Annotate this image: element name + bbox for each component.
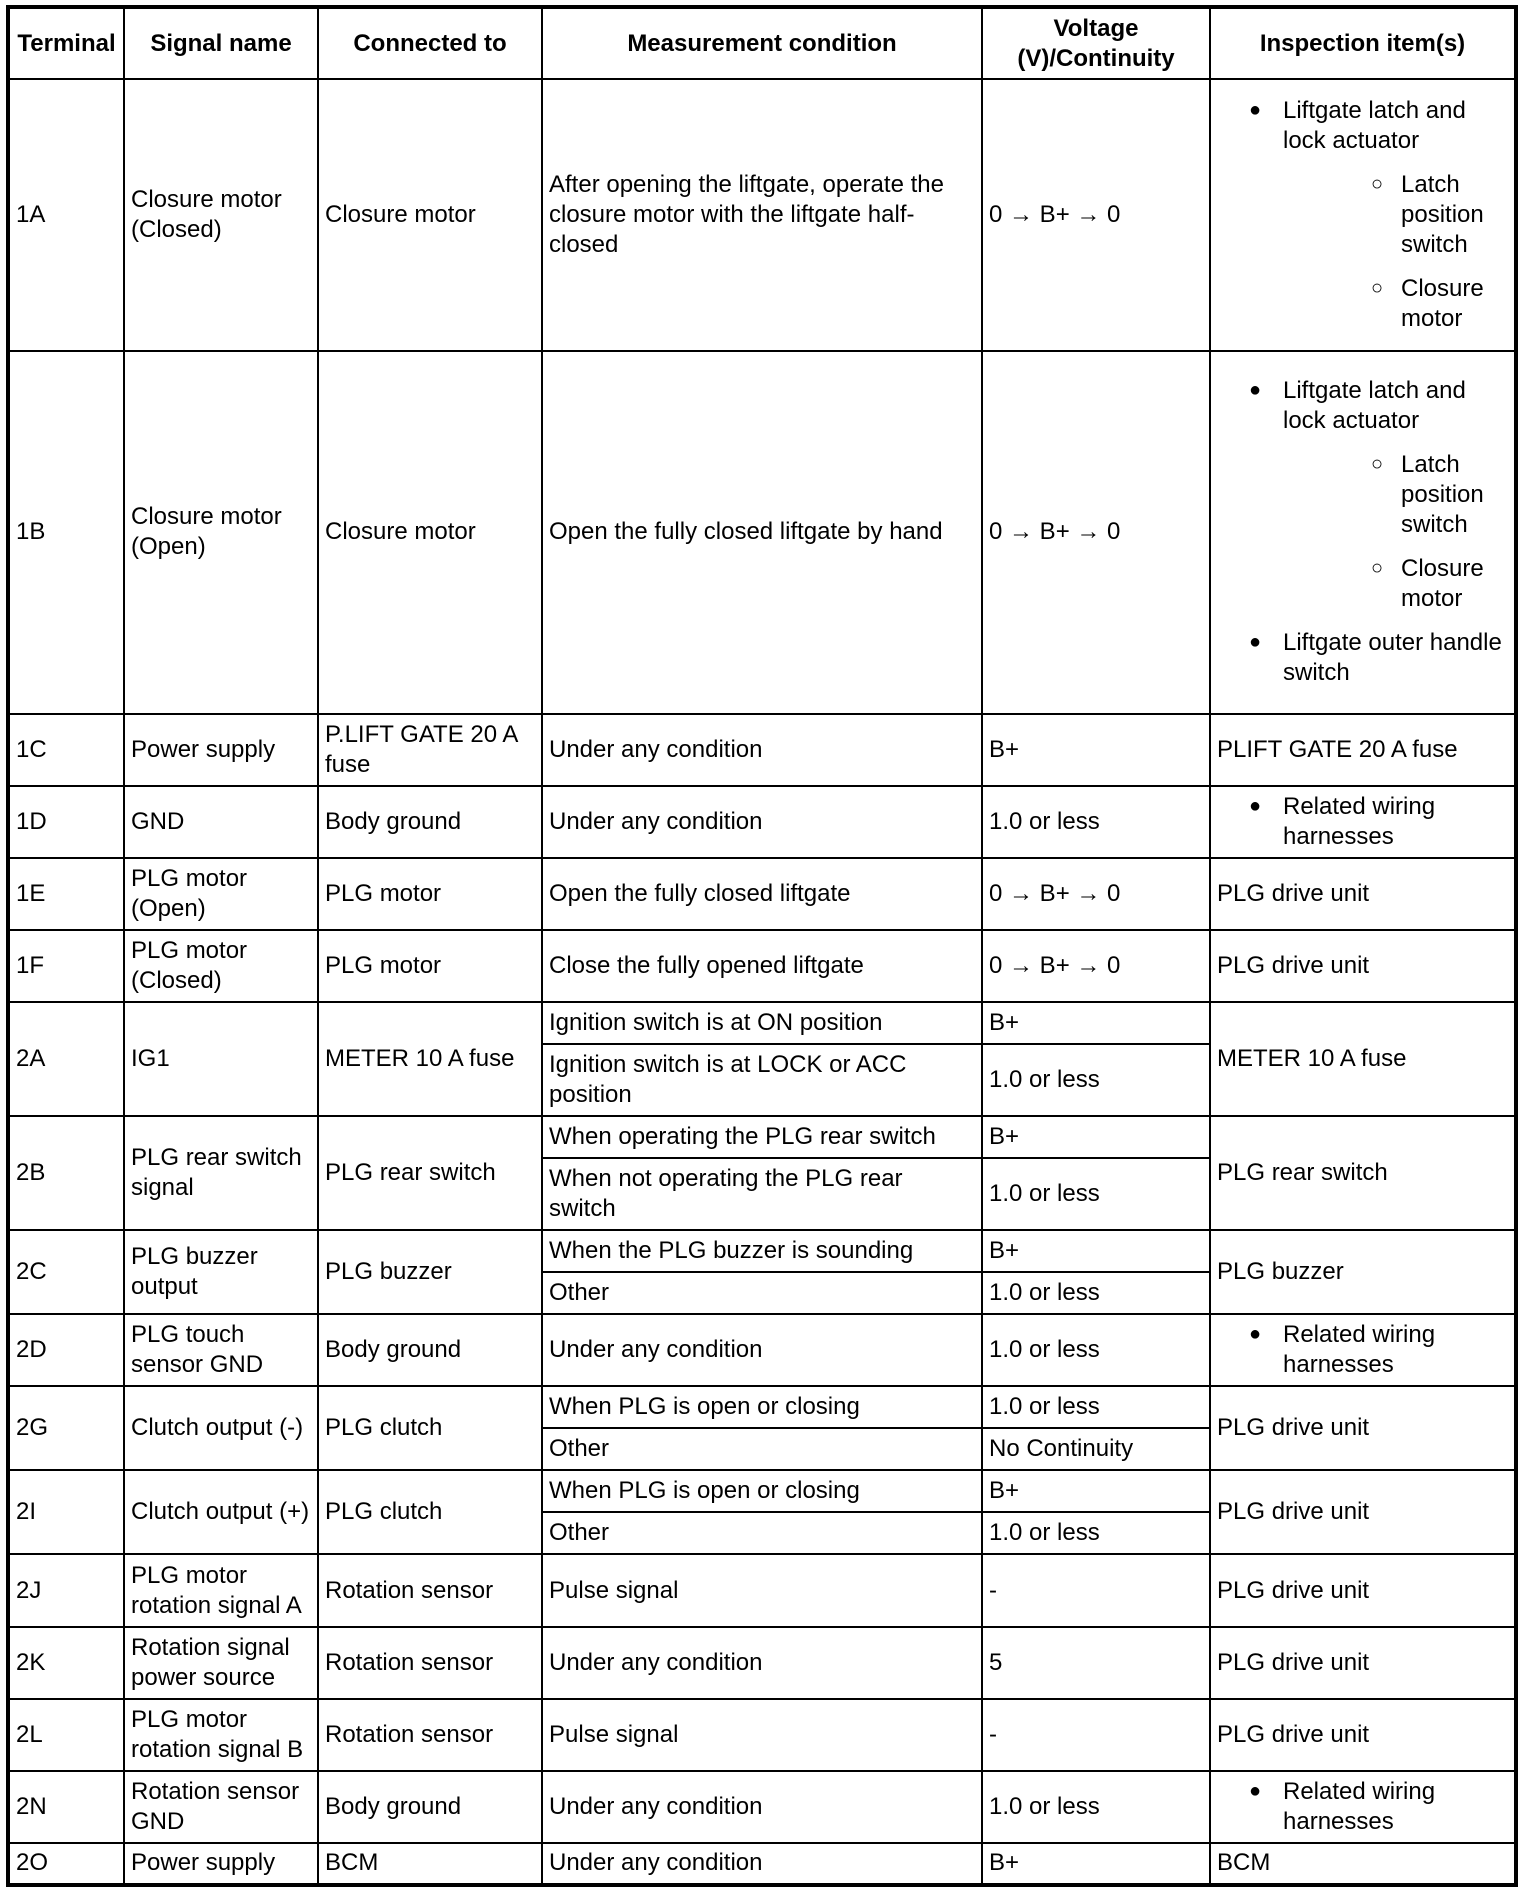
terminal-cell: 2L	[8, 1699, 124, 1771]
connected-cell: METER 10 A fuse	[318, 1002, 542, 1116]
inspection-item: ● Related wiring harnesses	[1283, 1320, 1508, 1380]
inspection-cell: BCM	[1210, 1843, 1516, 1885]
connected-cell: PLG motor	[318, 930, 542, 1002]
inspection-cell: PLG drive unit	[1210, 1554, 1516, 1626]
voltage-cell: B+	[982, 1470, 1210, 1512]
table-row	[8, 930, 1516, 1002]
connected-cell: PLG motor	[318, 858, 542, 930]
terminal-cell: 2K	[8, 1627, 124, 1699]
signal-cell	[124, 930, 318, 1002]
voltage-cell: 1.0 or less	[982, 1386, 1210, 1428]
condition-cell: When PLG is open or closing	[542, 1470, 982, 1512]
condition-cell: Pulse signal	[542, 1699, 982, 1771]
condition-cell: After opening the liftgate, operate the closure motor with the liftgate half-closed	[542, 79, 982, 351]
voltage-cell: 1.0 or less	[982, 786, 1210, 858]
signal-line2: (Closed)	[131, 216, 222, 244]
terminal-table-container	[6, 5, 1514, 1887]
signal-line2: (Closed)	[131, 966, 222, 994]
terminal-cell: 2B	[8, 1116, 124, 1230]
signal-cell: PLG buzzer output	[124, 1230, 318, 1314]
table-row	[8, 1771, 1516, 1843]
inspection-subitem: ○ Latch position switch	[1401, 450, 1508, 540]
voltage-cell: B+	[982, 1116, 1210, 1158]
voltage-cell: 1.0 or less	[982, 1771, 1210, 1843]
connected-cell: Rotation sensor	[318, 1699, 542, 1771]
table-row	[8, 79, 1516, 351]
condition-cell: Ignition switch is at ON position	[542, 1002, 982, 1044]
inspection-item-text: Liftgate latch and lock actuator	[1283, 97, 1466, 155]
inspection-list	[1217, 1320, 1508, 1380]
table-row	[8, 1314, 1516, 1386]
inspection-cell: METER 10 A fuse	[1210, 1002, 1516, 1116]
signal-line1: Closure motor	[131, 503, 282, 531]
inspection-list	[1217, 792, 1508, 852]
inspection-list	[1217, 376, 1508, 688]
voltage-cell: 0 → B+ → 0	[982, 930, 1210, 1002]
condition-cell: When operating the PLG rear switch	[542, 1116, 982, 1158]
connected-cell: BCM	[318, 1843, 542, 1885]
table-row	[8, 1627, 1516, 1699]
signal-cell	[124, 858, 318, 930]
inspection-cell: PLG drive unit	[1210, 1470, 1516, 1554]
condition-cell: Other	[542, 1428, 982, 1470]
inspection-item	[1283, 96, 1508, 334]
table-row	[8, 1843, 1516, 1885]
inspection-cell: PLG drive unit	[1210, 858, 1516, 930]
inspection-subitem: ○ Closure motor	[1401, 274, 1508, 334]
inspection-item: ● Related wiring harnesses	[1283, 1777, 1508, 1837]
inspection-cell: PLG buzzer	[1210, 1230, 1516, 1314]
inspection-cell: PLG drive unit	[1210, 1386, 1516, 1470]
terminal-cell: 1E	[8, 858, 124, 930]
connected-cell: PLG clutch	[318, 1386, 542, 1470]
condition-cell: Under any condition	[542, 786, 982, 858]
condition-cell: Pulse signal	[542, 1554, 982, 1626]
terminal-cell: 1D	[8, 786, 124, 858]
condition-cell: Under any condition	[542, 1314, 982, 1386]
connected-cell: Closure motor	[318, 79, 542, 351]
voltage-cell: 0 → B+ → 0	[982, 351, 1210, 713]
signal-line1: PLG motor	[131, 864, 248, 892]
condition-cell: Under any condition	[542, 1771, 982, 1843]
signal-cell: Rotation sensor GND	[124, 1771, 318, 1843]
voltage-cell: B+	[982, 1843, 1210, 1885]
signal-line1: Closure motor	[131, 186, 282, 214]
header-inspection-items: Inspection item(s)	[1210, 7, 1516, 79]
voltage-cell: -	[982, 1554, 1210, 1626]
terminal-cell: 2G	[8, 1386, 124, 1470]
voltage-cell: 1.0 or less	[982, 1512, 1210, 1554]
inspection-sublist	[1283, 170, 1508, 334]
signal-cell: Clutch output (-)	[124, 1386, 318, 1470]
signal-line2: (Open)	[131, 894, 206, 922]
voltage-cell: 1.0 or less	[982, 1044, 1210, 1116]
header-terminal: Terminal	[8, 7, 124, 79]
header-measurement-condition: Measurement condition	[542, 7, 982, 79]
terminal-cell: 2J	[8, 1554, 124, 1626]
voltage-cell: -	[982, 1699, 1210, 1771]
voltage-cell: B+	[982, 714, 1210, 786]
inspection-item: ● Liftgate outer handle switch	[1283, 628, 1508, 688]
terminal-cell: 2C	[8, 1230, 124, 1314]
condition-cell: Close the fully opened liftgate	[542, 930, 982, 1002]
voltage-cell: 1.0 or less	[982, 1272, 1210, 1314]
terminal-cell: 1B	[8, 351, 124, 713]
inspection-item-text: Liftgate latch and lock actuator	[1283, 377, 1466, 435]
signal-cell: Power supply	[124, 1843, 318, 1885]
signal-cell: PLG motor rotation signal A	[124, 1554, 318, 1626]
table-row	[8, 351, 1516, 713]
table-row	[8, 1386, 1516, 1428]
connected-cell: Rotation sensor	[318, 1554, 542, 1626]
voltage-cell: B+	[982, 1230, 1210, 1272]
table-row	[8, 1002, 1516, 1044]
signal-cell: Clutch output (+)	[124, 1470, 318, 1554]
connected-cell: P.LIFT GATE 20 A fuse	[318, 714, 542, 786]
signal-line1: PLG motor	[131, 936, 248, 964]
header-row	[8, 7, 1516, 79]
terminal-cell: 1F	[8, 930, 124, 1002]
voltage-cell: No Continuity	[982, 1428, 1210, 1470]
inspection-cell	[1210, 79, 1516, 351]
table-row	[8, 1470, 1516, 1512]
inspection-item	[1283, 376, 1508, 614]
condition-cell: Under any condition	[542, 1627, 982, 1699]
connected-cell: Body ground	[318, 1314, 542, 1386]
connected-cell: Body ground	[318, 1771, 542, 1843]
table-row	[8, 1116, 1516, 1158]
header-voltage-line2: (V)/Continuity	[1017, 44, 1175, 72]
voltage-cell: 0 → B+ → 0	[982, 79, 1210, 351]
table-row	[8, 1230, 1516, 1272]
connected-cell: PLG buzzer	[318, 1230, 542, 1314]
terminal-cell: 2D	[8, 1314, 124, 1386]
terminal-cell: 2A	[8, 1002, 124, 1116]
condition-cell: Under any condition	[542, 714, 982, 786]
inspection-cell: PLG drive unit	[1210, 1699, 1516, 1771]
connected-cell: PLG clutch	[318, 1470, 542, 1554]
connected-cell: Closure motor	[318, 351, 542, 713]
condition-cell: Open the fully closed liftgate	[542, 858, 982, 930]
signal-cell: Rotation signal power source	[124, 1627, 318, 1699]
condition-cell: Under any condition	[542, 1843, 982, 1885]
signal-cell: GND	[124, 786, 318, 858]
header-voltage	[982, 7, 1210, 79]
signal-line2: (Open)	[131, 533, 206, 561]
condition-cell: Other	[542, 1272, 982, 1314]
signal-cell	[124, 351, 318, 713]
voltage-cell: 5	[982, 1627, 1210, 1699]
header-signal-name: Signal name	[124, 7, 318, 79]
signal-cell: PLG rear switch signal	[124, 1116, 318, 1230]
terminal-cell: 2N	[8, 1771, 124, 1843]
inspection-cell	[1210, 1314, 1516, 1386]
voltage-cell: B+	[982, 1002, 1210, 1044]
header-connected-to: Connected to	[318, 7, 542, 79]
table-row	[8, 786, 1516, 858]
condition-cell: Ignition switch is at LOCK or ACC position	[542, 1044, 982, 1116]
signal-cell: PLG motor rotation signal B	[124, 1699, 318, 1771]
connected-cell: Body ground	[318, 786, 542, 858]
table-row	[8, 1699, 1516, 1771]
header-voltage-line1: Voltage	[1053, 14, 1139, 42]
table-row	[8, 714, 1516, 786]
condition-cell: When PLG is open or closing	[542, 1386, 982, 1428]
inspection-cell: PLG drive unit	[1210, 930, 1516, 1002]
signal-cell: IG1	[124, 1002, 318, 1116]
signal-cell: PLG touch sensor GND	[124, 1314, 318, 1386]
inspection-cell	[1210, 351, 1516, 713]
signal-cell	[124, 79, 318, 351]
signal-cell: Power supply	[124, 714, 318, 786]
voltage-cell: 1.0 or less	[982, 1314, 1210, 1386]
terminal-cell: 2O	[8, 1843, 124, 1885]
inspection-subitem: ○ Closure motor	[1401, 554, 1508, 614]
condition-cell: When not operating the PLG rear switch	[542, 1158, 982, 1230]
inspection-cell: PLIFT GATE 20 A fuse	[1210, 714, 1516, 786]
voltage-cell: 0 → B+ → 0	[982, 858, 1210, 930]
connected-cell: Rotation sensor	[318, 1627, 542, 1699]
inspection-subitem: ○ Latch position switch	[1401, 170, 1508, 260]
inspection-list	[1217, 1777, 1508, 1837]
inspection-cell: PLG drive unit	[1210, 1627, 1516, 1699]
terminal-cell: 1A	[8, 79, 124, 351]
voltage-cell: 1.0 or less	[982, 1158, 1210, 1230]
inspection-list	[1217, 96, 1508, 334]
inspection-item: ● Related wiring harnesses	[1283, 792, 1508, 852]
inspection-cell	[1210, 1771, 1516, 1843]
condition-cell: Open the fully closed liftgate by hand	[542, 351, 982, 713]
terminal-cell: 1C	[8, 714, 124, 786]
condition-cell: When the PLG buzzer is sounding	[542, 1230, 982, 1272]
condition-cell: Other	[542, 1512, 982, 1554]
terminal-table	[6, 5, 1518, 1887]
table-row	[8, 1554, 1516, 1626]
terminal-cell: 2I	[8, 1470, 124, 1554]
connected-cell: PLG rear switch	[318, 1116, 542, 1230]
inspection-cell	[1210, 786, 1516, 858]
inspection-cell: PLG rear switch	[1210, 1116, 1516, 1230]
table-row	[8, 858, 1516, 930]
inspection-sublist	[1283, 450, 1508, 614]
